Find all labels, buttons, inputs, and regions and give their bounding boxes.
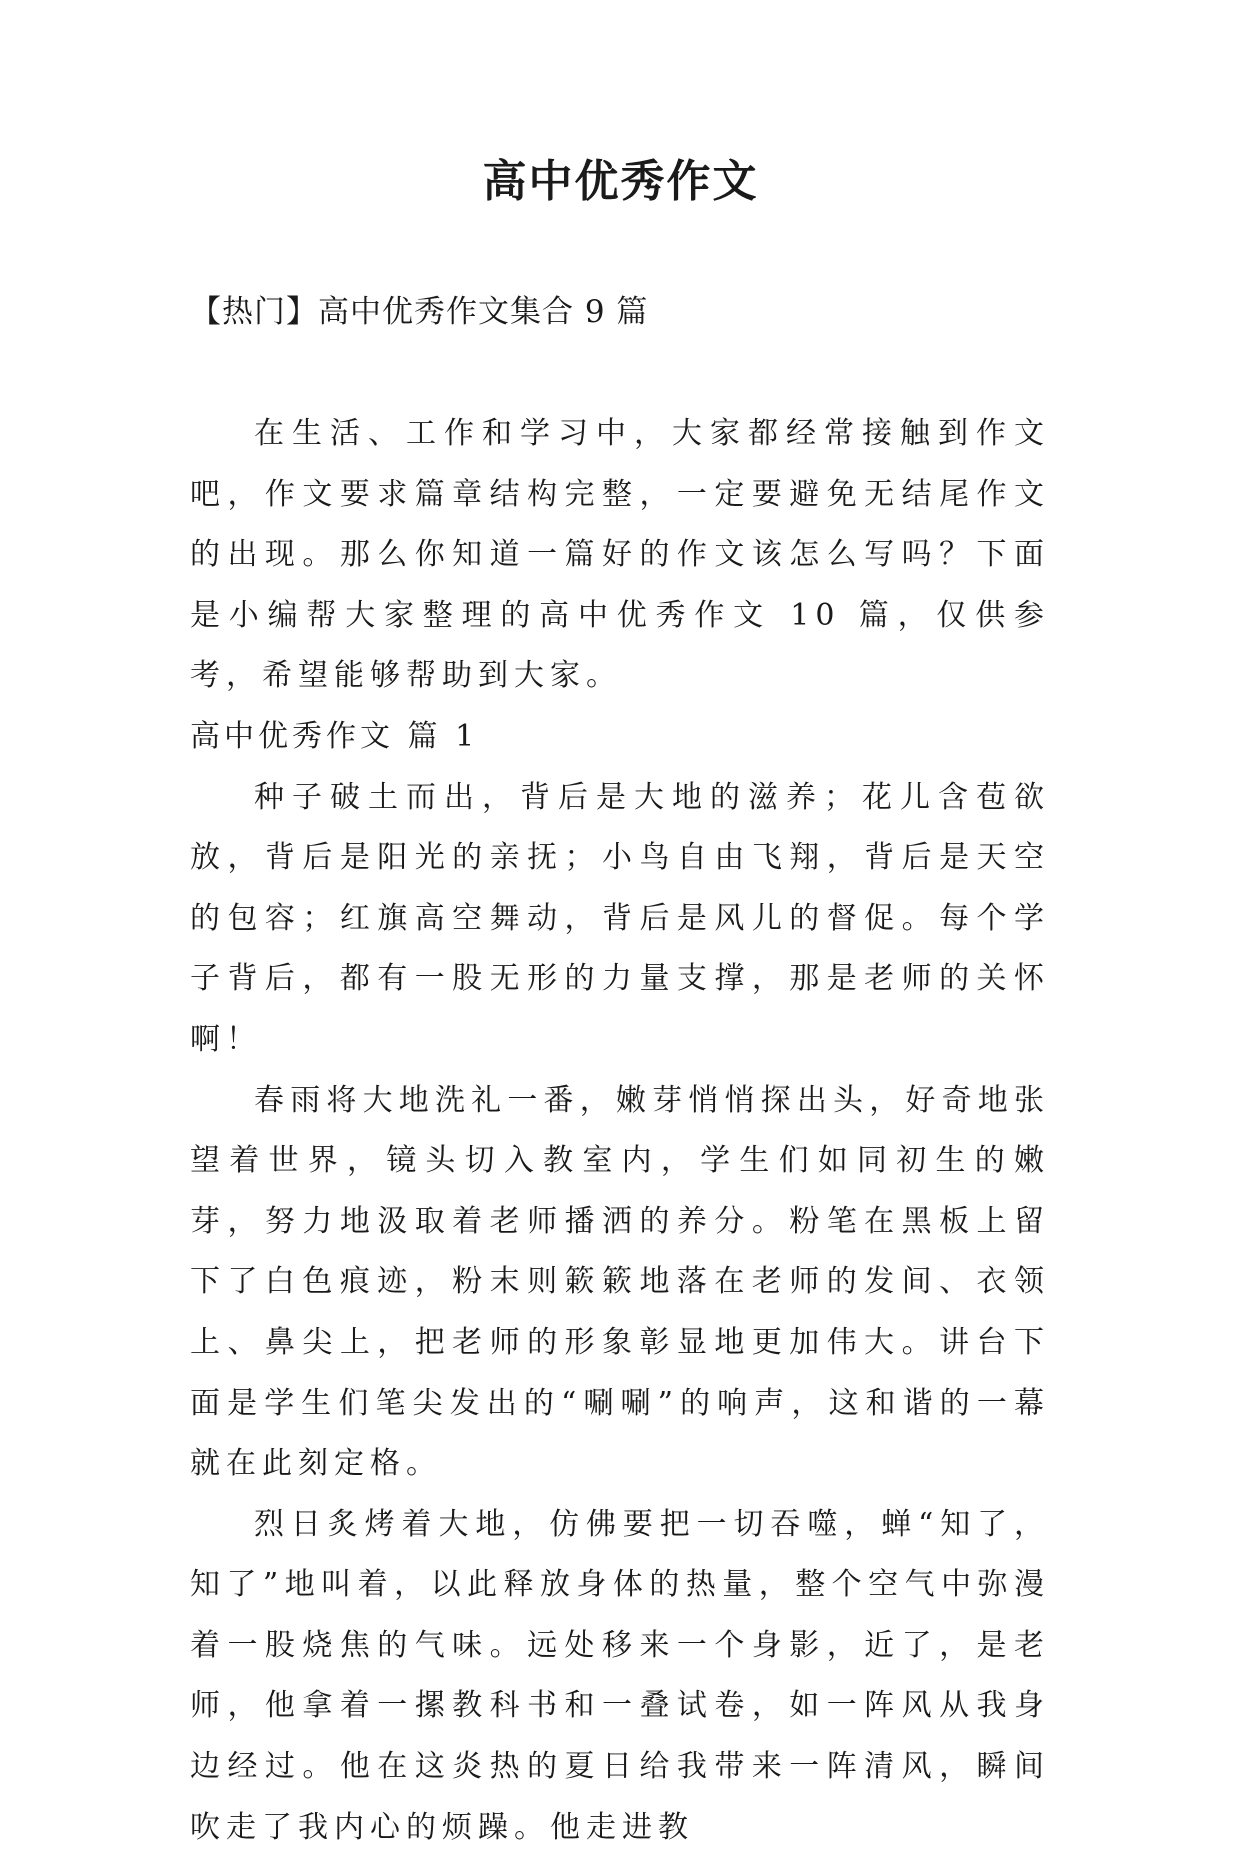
body-paragraph: 春雨将大地洗礼一番，嫩芽悄悄探出头，好奇地张望着世界，镜头切入教室内，学生们如同初生的嫩芽，努力地汲取着老师播洒的养分。粉笔在黑板上留下了白色痕迹，粉末则簌簌地落在老师的发间、衣领上、鼻尖上，把老师的形象彰显地更加伟大。讲台下面是学生们笔尖发出的“唰唰”的响声，这和谐的一幕就在此刻定格。 [190, 1082, 1050, 1482]
section-heading: 高中优秀作文 篇 1 [190, 718, 479, 754]
body-paragraph: 烈日炙烤着大地，仿佛要把一切吞噬，蝉“知了，知了”地叫着，以此释放身体的热量，整个空气中弥漫着一股烧焦的气味。远处移来一个身影，近了，是老师，他拿着一摞教科书和一叠试卷，如一阵风从我身边经过。他在这炎热的夏日给我带来一阵清风，瞬间吹走了我内心的烦躁。他走进教 [190, 1506, 1050, 1845]
document-title: 高中优秀作文 [482, 156, 759, 207]
body-paragraph: 种子破土而出，背后是大地的滋养；花儿含苞欲放，背后是阳光的亲抚；小鸟自由飞翔，背后是天空的包容；红旗高空舞动，背后是风儿的督促。每个学子背后，都有一股无形的力量支撑，那是老师的关怀啊！ [190, 779, 1050, 1057]
document-subtitle: 【热门】高中优秀作文集合 9 篇 [190, 294, 649, 330]
document-body [190, 404, 1050, 1858]
intro-paragraph: 在生活、工作和学习中，大家都经常接触到作文吧，作文要求篇章结构完整，一定要避免无结尾作文的出现。那么你知道一篇好的作文该怎么写吗？下面是小编帮大家整理的高中优秀作文 10 篇，仅供参考，希望能够帮助到大家。 [190, 416, 1050, 694]
